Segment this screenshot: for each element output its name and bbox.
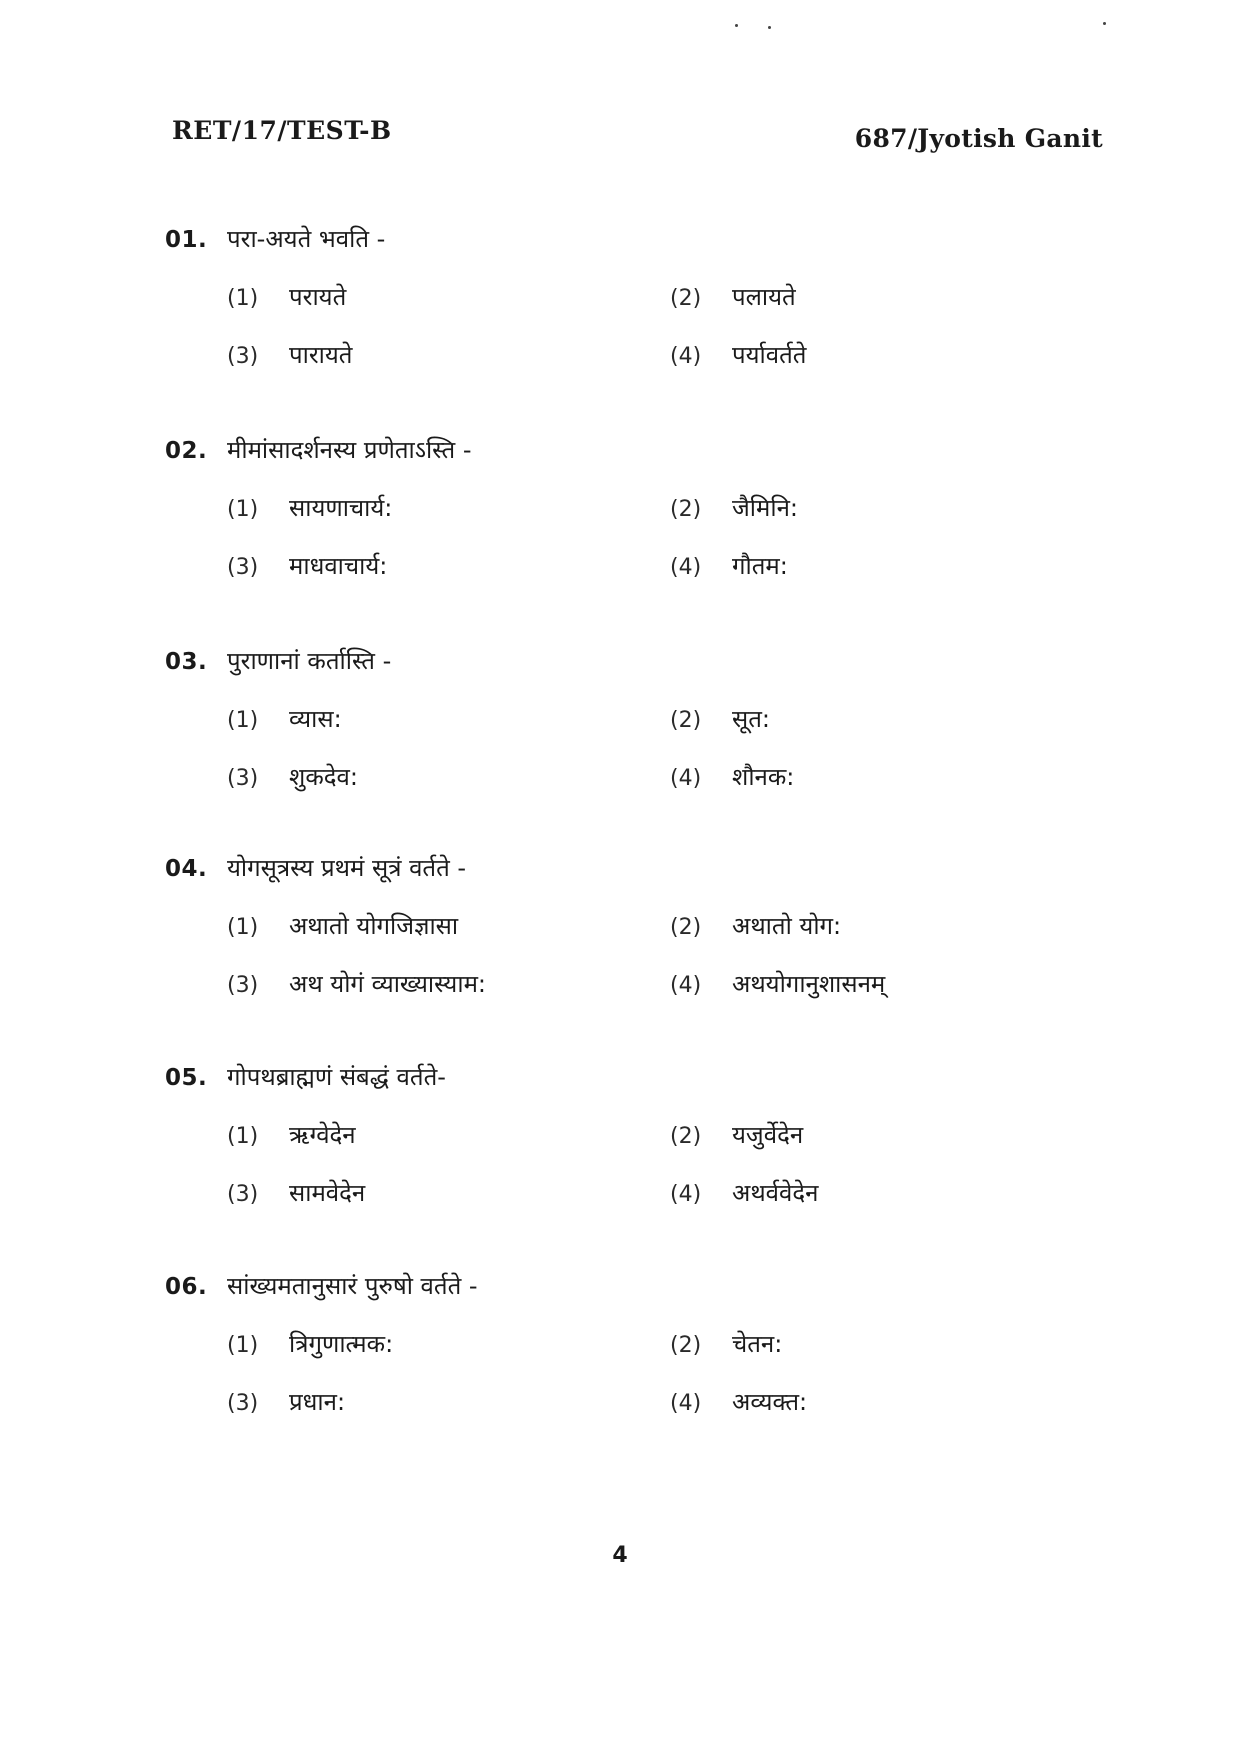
option-number: (1) [227, 286, 259, 311]
option-4 [670, 549, 788, 582]
option-text: शौनक: [732, 763, 795, 791]
option-number: (4) [670, 973, 702, 998]
question-number: 01. [165, 227, 208, 253]
option-number: (4) [670, 1391, 702, 1416]
option-4 [670, 1385, 807, 1418]
question-number: 03. [165, 649, 208, 675]
option-4 [670, 760, 794, 793]
option-1 [227, 280, 346, 313]
option-2 [670, 1327, 782, 1360]
option-text: अव्यक्त: [732, 1388, 808, 1416]
page-number: 4 [612, 1543, 628, 1568]
option-2 [670, 491, 798, 524]
question-number: 06. [165, 1274, 208, 1300]
option-text: प्रधान: [289, 1388, 346, 1416]
option-number: (2) [670, 915, 702, 940]
option-2 [670, 909, 841, 942]
question-text: पुराणानां कर्तास्ति - [227, 647, 392, 675]
option-number: (2) [670, 1124, 702, 1149]
option-number: (3) [227, 344, 259, 369]
paper-code: RET/17/TEST-B [172, 116, 392, 145]
option-text: पारायते [289, 341, 353, 369]
option-1 [227, 1118, 356, 1151]
option-text: अथर्ववेदेन [732, 1179, 819, 1207]
question-1 [165, 222, 1125, 396]
option-number: (1) [227, 708, 259, 733]
option-number: (1) [227, 915, 259, 940]
option-text: परायते [289, 283, 347, 311]
option-number: (4) [670, 1182, 702, 1207]
option-number: (1) [227, 1124, 259, 1149]
option-number: (4) [670, 555, 702, 580]
option-text: पर्यावर्तते [732, 341, 807, 369]
option-number: (2) [670, 497, 702, 522]
option-text: यजुर्वेदेन [732, 1121, 804, 1149]
options [165, 491, 1125, 607]
option-number: (2) [670, 1333, 702, 1358]
question-number: 02. [165, 438, 208, 464]
option-number: (4) [670, 766, 702, 791]
question-stem [165, 222, 1125, 262]
question-text: योगसूत्रस्य प्रथमं सूत्रं वर्तते - [227, 854, 467, 882]
option-1 [227, 702, 342, 735]
option-text: गौतम: [732, 552, 788, 580]
question-2 [165, 433, 1125, 607]
option-text: अथ योगं व्याख्यास्याम: [289, 970, 487, 998]
option-text: ऋग्वेदेन [289, 1121, 356, 1149]
option-text: अथातो योगजिज्ञासा [289, 912, 459, 940]
option-text: अथातो योग: [732, 912, 842, 940]
options [165, 280, 1125, 396]
question-6 [165, 1269, 1125, 1443]
question-text: गोपथब्राह्मणं संबद्धं वर्तते- [227, 1063, 446, 1091]
option-3 [227, 760, 358, 793]
question-stem [165, 644, 1125, 684]
option-number: (3) [227, 1182, 259, 1207]
options [165, 702, 1125, 818]
scan-specks [0, 14, 1240, 34]
option-3 [227, 1176, 365, 1209]
question-stem [165, 851, 1125, 891]
option-4 [670, 967, 885, 1000]
option-text: पलायते [732, 283, 796, 311]
option-4 [670, 338, 806, 371]
option-3 [227, 549, 387, 582]
option-number: (1) [227, 497, 259, 522]
option-3 [227, 967, 486, 1000]
option-number: (3) [227, 1391, 259, 1416]
option-text: सामवेदेन [289, 1179, 366, 1207]
question-4 [165, 851, 1125, 1025]
question-stem [165, 1269, 1125, 1309]
question-number: 04. [165, 856, 208, 882]
question-stem [165, 433, 1125, 473]
option-text: चेतन: [732, 1330, 783, 1358]
option-text: त्रिगुणात्मक: [289, 1330, 394, 1358]
option-2 [670, 1118, 803, 1151]
question-text: परा-अयते भवति - [227, 225, 386, 253]
option-number: (4) [670, 344, 702, 369]
options [165, 1327, 1125, 1443]
option-3 [227, 338, 352, 371]
option-1 [227, 1327, 393, 1360]
option-text: माधवाचार्य: [289, 552, 388, 580]
option-number: (1) [227, 1333, 259, 1358]
question-3 [165, 644, 1125, 818]
option-text: अथयोगानुशासनम् [732, 970, 886, 998]
option-number: (2) [670, 708, 702, 733]
option-2 [670, 702, 770, 735]
option-text: सायणाचार्य: [289, 494, 393, 522]
option-text: व्यास: [289, 705, 342, 733]
option-1 [227, 909, 458, 942]
question-text: मीमांसादर्शनस्य प्रणेताऽस्ति - [227, 436, 472, 464]
question-text: सांख्यमतानुसारं पुरुषो वर्तते - [227, 1272, 478, 1300]
question-number: 05. [165, 1065, 208, 1091]
option-2 [670, 280, 796, 313]
question-stem [165, 1060, 1125, 1100]
option-number: (3) [227, 973, 259, 998]
option-4 [670, 1176, 818, 1209]
option-number: (3) [227, 766, 259, 791]
option-text: शुकदेव: [289, 763, 358, 791]
option-number: (3) [227, 555, 259, 580]
option-1 [227, 491, 392, 524]
option-3 [227, 1385, 345, 1418]
question-5 [165, 1060, 1125, 1234]
option-number: (2) [670, 286, 702, 311]
option-text: जैमिनि: [732, 494, 798, 522]
options [165, 909, 1125, 1025]
subject-title: 687/Jyotish Ganit [854, 124, 1103, 153]
options [165, 1118, 1125, 1234]
option-text: सूत: [732, 705, 770, 733]
